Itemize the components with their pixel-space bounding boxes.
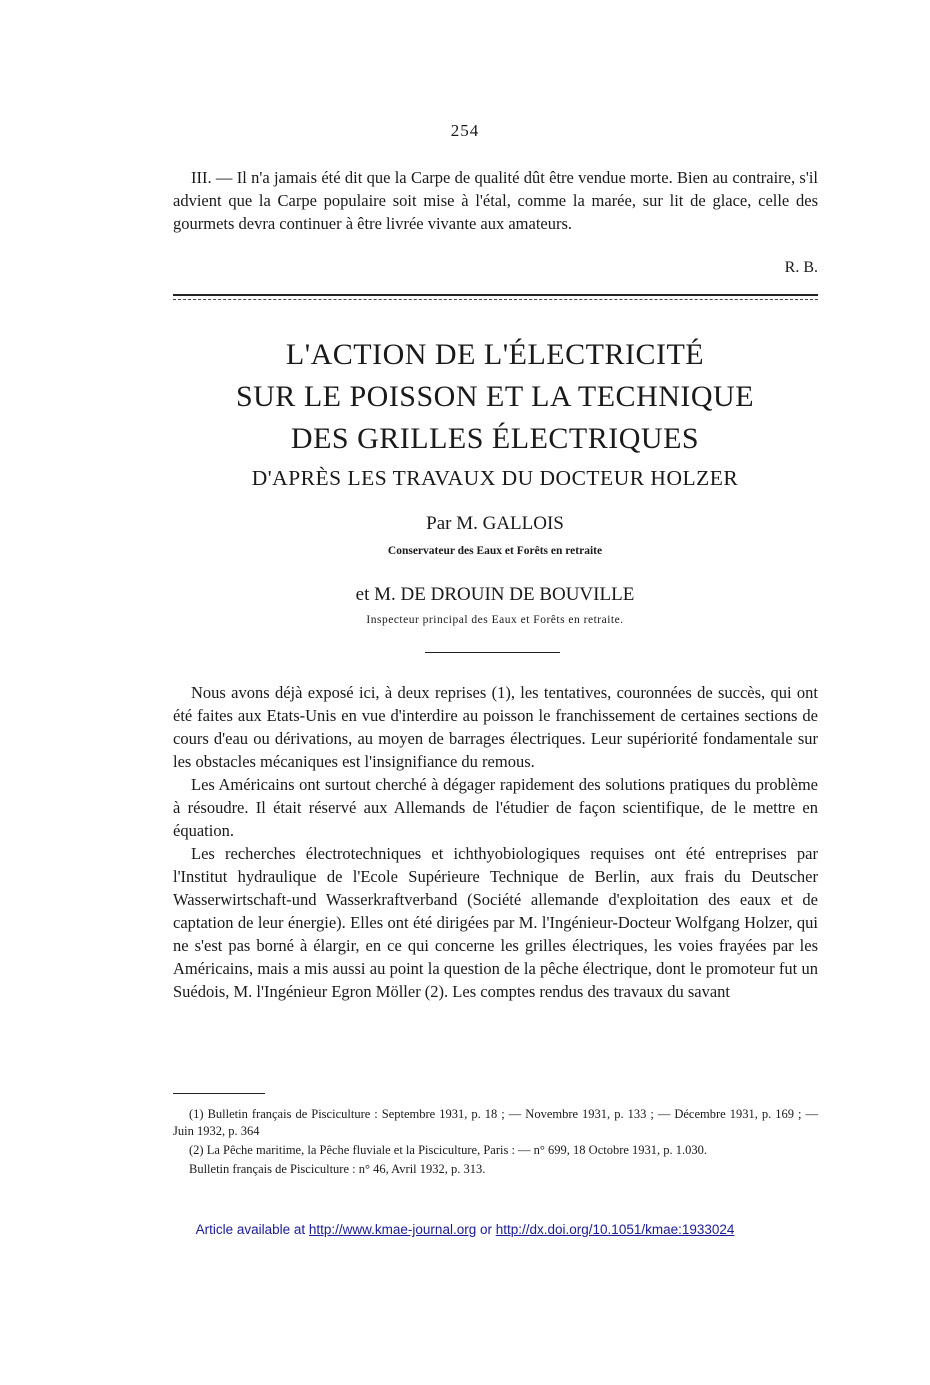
section-divider — [173, 294, 818, 296]
article-body — [173, 681, 818, 1003]
footer-prefix: Article available at — [195, 1222, 309, 1237]
journal-link[interactable]: http://www.kmae-journal.org — [308, 1222, 477, 1237]
page-number: 254 — [450, 121, 480, 140]
availability-footer — [0, 1222, 930, 1237]
footnote-2: (2) La Pêche maritime, la Pêche fluviale et la Pisciculture, Paris : — n° 699, 18 Octobre 1931, p. 1.030. — [189, 1143, 708, 1157]
title-separator — [425, 652, 560, 653]
author-drouin-de-bouville: et M. DE DROUIN DE BOUVILLE — [355, 584, 635, 605]
article-title-line-2: SUR LE POISSON ET LA TECHNIQUE — [235, 380, 755, 413]
body-paragraph-3: Les recherches électrotechniques et ichthyobiologiques requises ont été entreprises par l'Institut hydraulique de l'Ecole Supérieure Technique de Berlin, aux frais du Deutscher Wasserwirtschaft-und Wasserkraftverband (Société allemande d'exploitation des eaux et de captation de leur énergie). Elles ont été dirigées par M. l'Ingénieur-Docteur Wolfgang Holzer, qui ne s'est pas borné à élargir, en ce qui concerne les grilles électriques, les voies frayées par les Américains, mais a mis aussi au point la question de la pêche électrique, dont le promoteur fut un Suédois, M. l'Ingénieur Egron Möller (2). Les comptes rendus des travaux du savant — [173, 844, 818, 1001]
footnote-1: (1) Bulletin français de Pisciculture : Septembre 1931, p. 18 ; — Novembre 1931, p. 133 ; — Décembre 1931, p. 169 ; — Juin 1932, p. 364 — [173, 1107, 818, 1138]
article-title-line-1: L'ACTION DE L'ÉLECTRICITÉ — [285, 338, 705, 371]
body-paragraph-2: Les Américains ont surtout cherché à dégager rapidement des solutions pratiques du problème à résoudre. Il était réservé aux Allemands de l'étudier de façon scientifique, de le mettre en équation. — [173, 775, 818, 840]
body-paragraph-1: Nous avons déjà exposé ici, à deux reprises (1), les tentatives, couronnées de succès, qui ont été faites aux Etats-Unis en vue d'interdire au poisson le franchissement de certaines sections de cours d'eau ou dérivations, au moyen de barrages électriques. Leur supériorité fondamentale sur les obstacles mécaniques est l'insignifiance du remous. — [173, 683, 818, 771]
author-gallois: Par M. GALLOIS — [426, 513, 564, 534]
section-divider-secondary — [173, 299, 818, 300]
signature: R. B. — [784, 259, 818, 276]
closing-paragraph — [173, 166, 818, 235]
affiliation-drouin-de-bouville: Inspecteur principal des Eaux et Forêts en retraite. — [366, 614, 624, 626]
footer-middle: or — [476, 1222, 496, 1237]
doi-link[interactable]: http://dx.doi.org/10.1051/kmae:1933024 — [495, 1222, 735, 1237]
footnotes — [173, 1106, 818, 1180]
article-subtitle: D'APRÈS LES TRAVAUX DU DOCTEUR HOLZER — [251, 466, 739, 490]
article-title-line-3: DES GRILLES ÉLECTRIQUES — [290, 422, 700, 455]
affiliation-gallois: Conservateur des Eaux et Forêts en retraite — [387, 545, 603, 557]
footnote-separator — [173, 1093, 265, 1094]
footnote-3: Bulletin français de Pisciculture : n° 46, Avril 1932, p. 313. — [189, 1162, 486, 1176]
closing-paragraph-text: III. — Il n'a jamais été dit que la Carpe de qualité dût être vendue morte. Bien au contraire, s'il advient que la Carpe populaire soit mise à l'étal, comme la marée, sur lit de glace, celle des gourmets devra continuer à être livrée vivante aux amateurs. — [173, 168, 818, 233]
